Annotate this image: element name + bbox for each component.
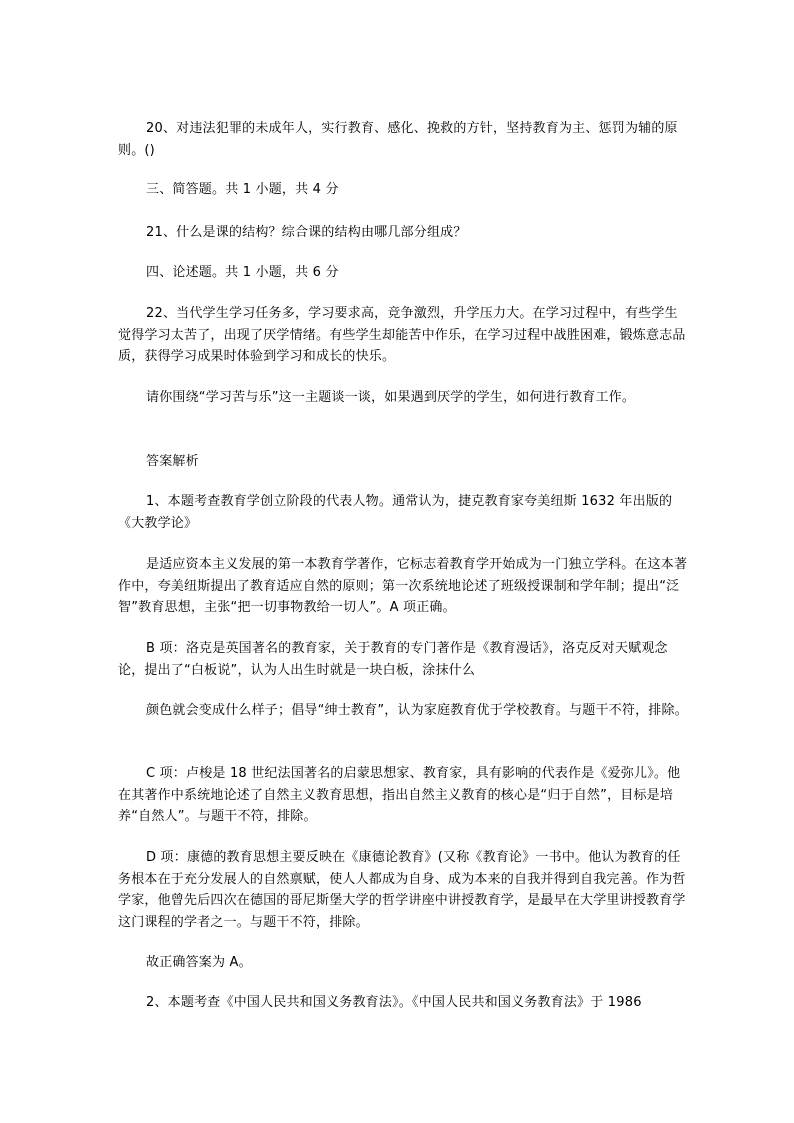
answer-1-option-d: D 项：康德的教育思想主要反映在《康德论教育》(又称《教育论》一书中。他认为教育的任务根本在于充分发展人的自然禀赋，使人人都成为自身、成为本来的自我并得到自我完善。作为哲学家，他曾先后四次在德国的哥尼斯堡大学的哲学讲座中讲授教育学，是最早在大学里讲授教育学这门课程的学者之一。与题干不符，排除。 bbox=[118, 850, 686, 930]
answer-1-option-b-part1: B 项：洛克是英国著名的教育家，关于教育的专门著作是《教育漫话》，洛克反对天赋观念论，提出了“白板说”，认为人出生时就是一块白板，涂抹什么 bbox=[118, 641, 668, 678]
answer-1-intro: 1、本题考查教育学创立阶段的代表人物。通常认为，捷克教育家夸美纽斯 1632 年出版的《大教学论》 bbox=[118, 494, 673, 531]
answer-2-intro: 2、本题考查《中国人民共和国义务教育法》。《中国人民共和国义务教育法》于 1986 bbox=[146, 995, 642, 1010]
answers-title: 答案解析 bbox=[146, 454, 199, 469]
answer-1-detail: 是适应资本主义发展的第一本教育学著作，它标志着教育学开始成为一门独立学科。在这本著作中，夸美纽斯提出了教育适应自然的原则；第一次系统地论述了班级授课制和学年制；提出“泛智”教育思想，主张“把一切事物教给一切人”。A 项正确。 bbox=[118, 557, 688, 615]
answer-1-conclusion: 故正确答案为 A。 bbox=[146, 955, 252, 970]
question-22-prompt: 请你围绕“学习苦与乐”这一主题谈一谈，如果遇到厌学的学生，如何进行教育工作。 bbox=[146, 390, 636, 405]
question-22: 22、当代学生学习任务多，学习要求高，竞争激烈，升学压力大。在学习过程中，有些学生觉得学习太苦了，出现了厌学情绪。有些学生却能苦中作乐，在学习过程中战胜困难，锻炼意志品质，获得学习成果时体验到学习和成长的快乐。 bbox=[118, 306, 686, 364]
answer-1-option-b-part2: 颜色就会变成什么样子；倡导“绅士教育”，认为家庭教育优于学校教育。与题干不符，排除。 bbox=[146, 703, 688, 718]
section-heading-short-answer: 三、简答题。共 1 小题，共 4 分 bbox=[146, 182, 339, 197]
question-21: 21、什么是课的结构？综合课的结构由哪几部分组成？ bbox=[146, 225, 467, 240]
answer-1-option-c: C 项：卢梭是 18 世纪法国著名的启蒙思想家、教育家，具有影响的代表作是《爱弥儿》。他在其著作中系统地论述了自然主义教育思想，指出自然主义教育的核心是“归于自然”，目标是培养“自然人”。与题干不符，排除。 bbox=[118, 766, 681, 824]
section-heading-essay: 四、论述题。共 1 小题，共 6 分 bbox=[146, 265, 339, 280]
question-20: 20、对违法犯罪的未成年人，实行教育、感化、挽救的方针，坚持教育为主、惩罚为辅的原则。() bbox=[118, 121, 678, 158]
